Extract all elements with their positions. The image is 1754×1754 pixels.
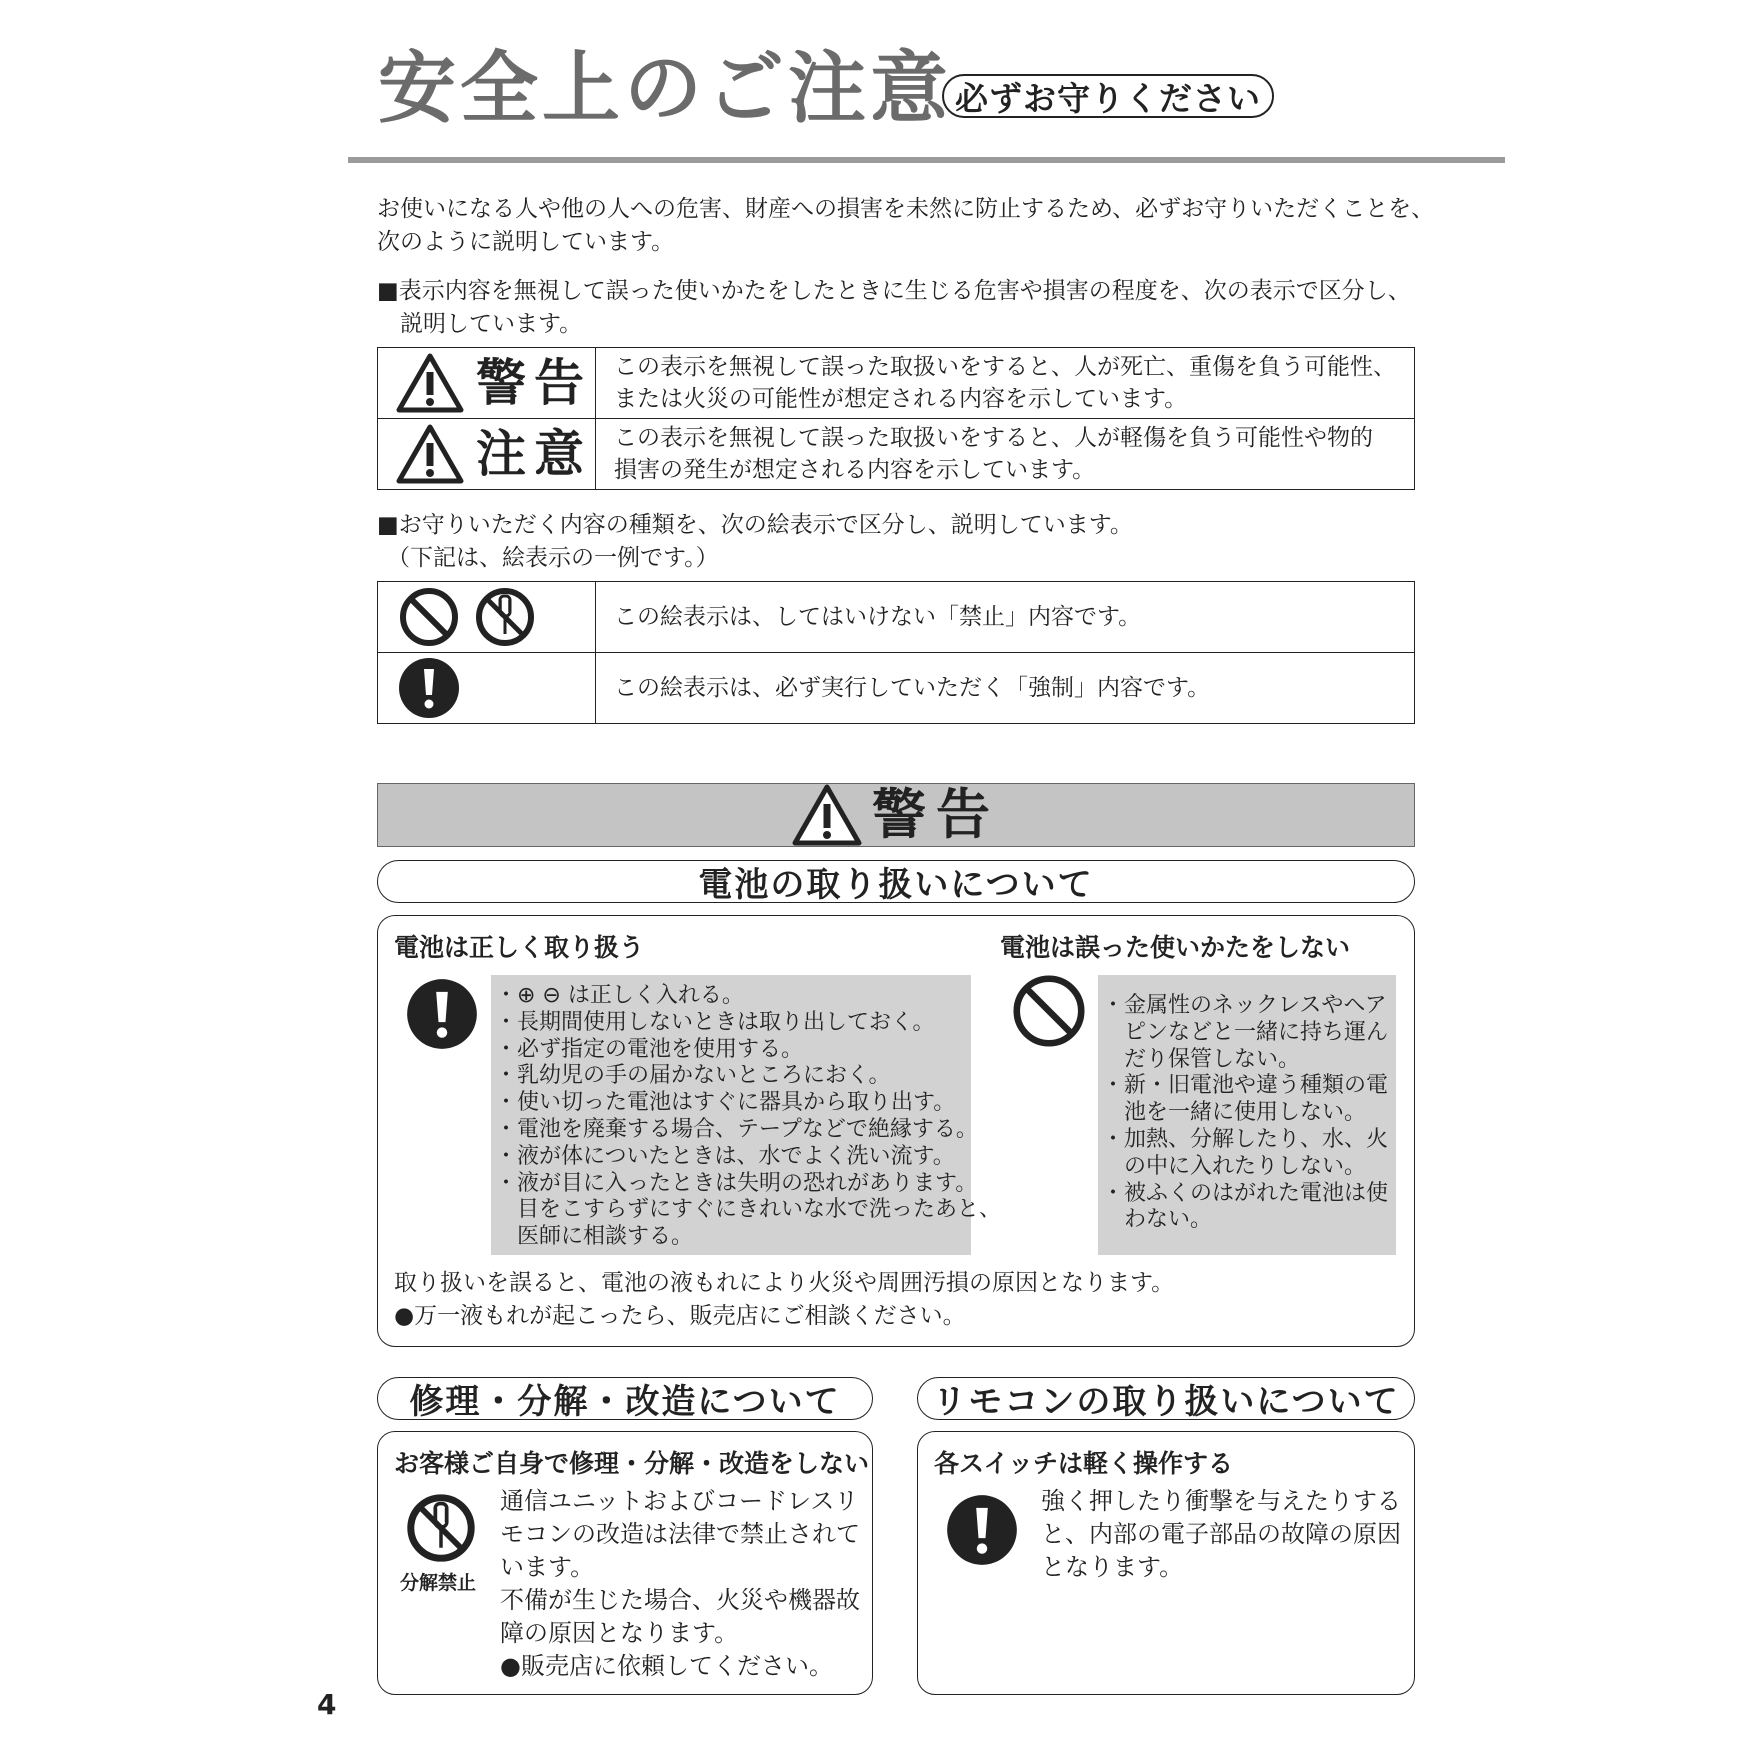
warning-triangle-icon <box>396 353 464 413</box>
page-title: 安全上のご注意 <box>378 44 953 134</box>
list-item: だり保管しない。 <box>1124 1046 1301 1072</box>
page-number: 4 <box>317 1688 337 1721</box>
list-item: 池を一緒に使用しない。 <box>1124 1100 1367 1126</box>
warning-section-band <box>377 783 1415 847</box>
list-item: ・必ず指定の電池を使用する。 <box>495 1036 804 1062</box>
prohibition-icon <box>1012 974 1086 1048</box>
table-row: この絵表示は、してはいけない「禁止」内容です。 <box>378 582 1414 653</box>
level-label: 注意 <box>476 425 592 483</box>
remote-heading: 各スイッチは軽く操作する <box>934 1449 1234 1478</box>
remote-body: 強く押したり衝撃を与えたりする と、内部の電子部品の故障の原因 となります。 <box>1041 1487 1401 1581</box>
list-item: 目をこすらずにすぐにきれいな水で洗ったあと、 <box>517 1197 1002 1223</box>
list-item: 医師に相談する。 <box>517 1224 694 1250</box>
warning-band-label: 警告 <box>872 783 1000 846</box>
battery-note: 取り扱いを誤ると、電池の液もれにより火災や周囲汚損の原因となります。 ●万一液もれが起こったら、販売店にご相談ください。 <box>394 1270 1175 1329</box>
list-item: わない。 <box>1124 1207 1213 1233</box>
list-item: ・電池を廃棄する場合、テープなどで絶縁する。 <box>495 1116 978 1142</box>
title-rule <box>348 157 1505 163</box>
no-disassembly-icon <box>474 586 536 648</box>
list-item: の中に入れたりしない。 <box>1124 1153 1367 1179</box>
symbol-table <box>377 581 1415 724</box>
list-item: ピンなどと一緒に持ち運ん <box>1124 1019 1389 1045</box>
battery-dont-heading: 電池は誤った使いかたをしない <box>1000 933 1351 962</box>
warning-triangle-icon <box>792 784 862 846</box>
level-label: 警告 <box>476 354 592 412</box>
battery-do-heading: 電池は正しく取り扱う <box>394 933 645 962</box>
battery-do-list <box>491 975 1002 1255</box>
list-item: ・被ふくのはがれた電池は使 <box>1102 1180 1389 1206</box>
repair-heading: お客様ご自身で修理・分解・改造をしない <box>394 1449 870 1478</box>
list-item: ・液が目に入ったときは失明の恐れがあります。 <box>495 1170 978 1196</box>
table-row: 注意 この表示を無視して誤った取扱いをすると、人が軽傷を負う可能性や物的 損害の発生が想定される内容を示しています。 <box>378 419 1414 489</box>
list-item: ・新・旧電池や違う種類の電 <box>1102 1073 1389 1099</box>
mandatory-icon <box>946 1494 1018 1566</box>
battery-dont-list <box>1098 975 1396 1255</box>
mandatory-icon <box>406 978 478 1050</box>
intro-text: お使いになる人や他の人への危害、財産への損害を未然に防止するため、必ずお守りいただくことを、 次のように説明しています。 <box>377 196 1435 255</box>
list-item: ・加熱、分解したり、水、火 <box>1102 1126 1389 1152</box>
list-item: ・使い切った電池はすぐに器具から取り出す。 <box>495 1090 956 1116</box>
table-row: 警告 この表示を無視して誤った取扱いをすると、人が死亡、重傷を負う可能性、 または火災の可能性が想定される内容を示しています。 <box>378 348 1414 419</box>
list-item: ・長期間使用しないときは取り出しておく。 <box>495 1009 935 1035</box>
must-follow-badge: 必ずお守りください <box>942 74 1274 118</box>
section-symbols-text: ■お守りいただく内容の種類を、次の絵表示で区分し、説明しています。 （下記は、絵表示の一例です。） <box>377 512 1133 571</box>
list-item: ・⊕ ⊖ は正しく入れる。 <box>495 983 744 1008</box>
no-disassembly-caption: 分解禁止 <box>400 1572 477 1594</box>
list-item: ・乳幼児の手の届かないところにおく。 <box>495 1063 891 1089</box>
no-disassembly-icon <box>405 1492 477 1564</box>
battery-section-title: 電池の取り扱いについて <box>377 860 1415 903</box>
table-row: この絵表示は、必ず実行していただく「強制」内容です。 <box>378 653 1414 723</box>
prohibition-icon <box>398 586 460 648</box>
repair-section-title: 修理・分解・改造について <box>377 1377 873 1420</box>
remote-section-title: リモコンの取り扱いについて <box>917 1377 1415 1420</box>
section-levels-text: ■表示内容を無視して誤った使いかたをしたときに生じる危害や損害の程度を、次の表示で区分し、 説明しています。 <box>377 278 1411 337</box>
list-item: ・液が体についたときは、水でよく洗い流す。 <box>495 1143 955 1169</box>
mandatory-icon <box>398 657 460 719</box>
caution-triangle-icon <box>396 424 464 484</box>
repair-body: 通信ユニットおよびコードレスリ モコンの改造は法律で禁止されて います。 不備が生じた場合、火災や機器故 障の原因となります。 ●販売店に依頼してください。 <box>500 1487 860 1680</box>
list-item: ・金属性のネックレスやヘア <box>1102 993 1387 1018</box>
hazard-level-table <box>377 347 1415 490</box>
